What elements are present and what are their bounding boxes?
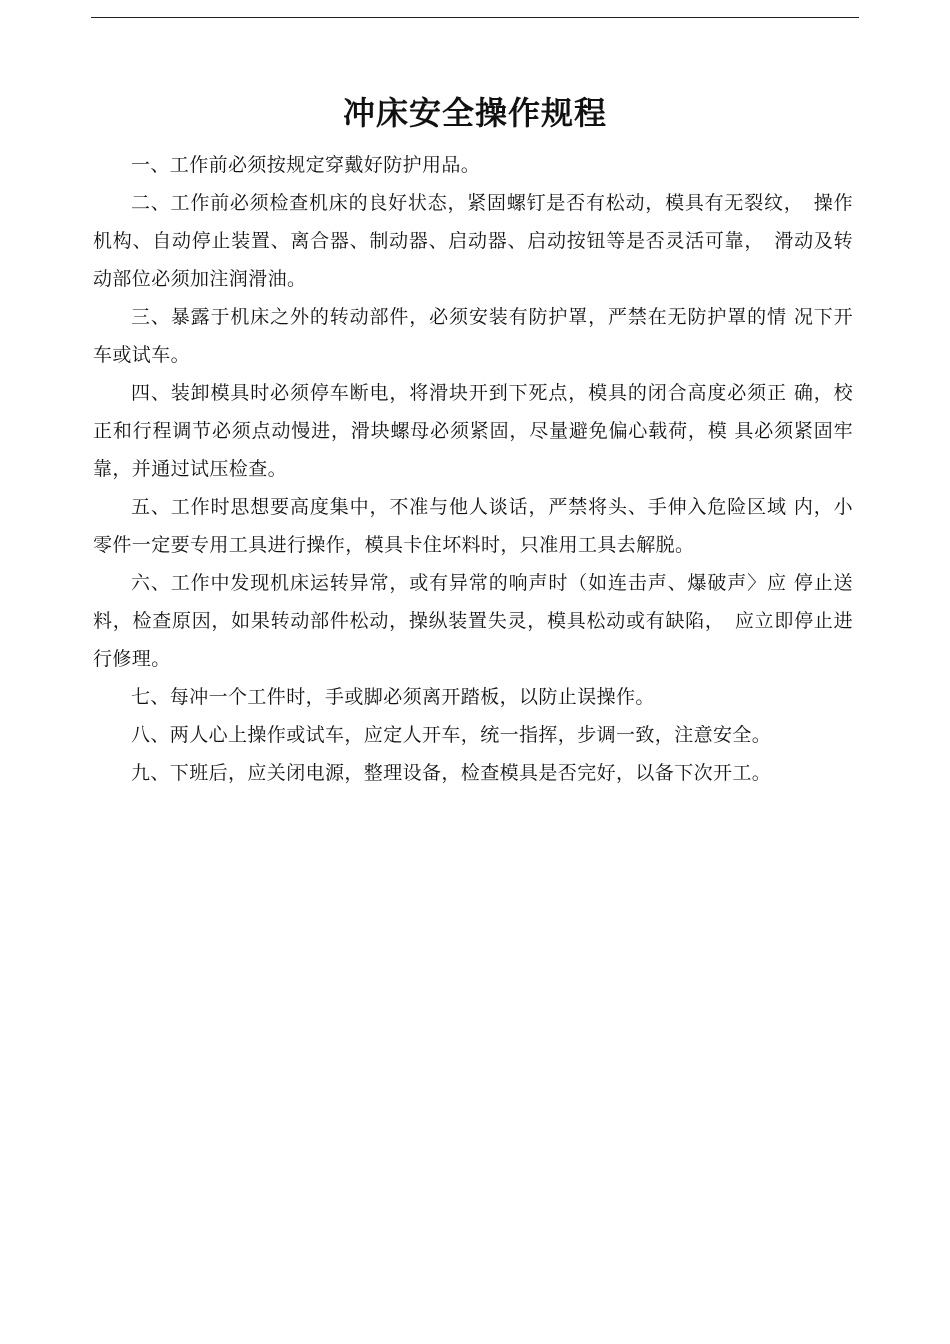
rule-item-7: 七、每冲一个工件时，手或脚必须离开踏板，以防止误操作。 <box>131 686 655 708</box>
rule-item-4: 四、装卸模具时必须停车断电，将滑块开到下死点，模具的闭合高度必须正 确，校正和行程调节必须点动慢进，滑块螺母必须紧固，尽量避免偏心载荷，模 具必须紧固牢靠，并通过试压检查。 <box>93 382 853 480</box>
rule-item-9: 九、下班后，应关闭电源，整理设备，检查模具是否完好，以备下次开工。 <box>131 762 772 784</box>
rule-item-2: 二、工作前必须检查机床的良好状态，紧固螺钉是否有松动，模具有无裂纹， 操作机构、自动停止装置、离合器、制动器、启动器、启动按钮等是否灵活可靠， 滑动及转动部位必须加注润滑油。 <box>93 192 853 290</box>
rule-item-5: 五、工作时思想要高度集中，不准与他人谈话，严禁将头、手伸入危险区域 内，小零件一定要专用工具进行操作，模具卡住坏料时，只准用工具去解脱。 <box>93 496 853 556</box>
rule-item-8: 八、两人心上操作或试车，应定人开车，统一指挥，步调一致，注意安全。 <box>131 724 772 746</box>
header-rule <box>91 17 859 18</box>
rules-list <box>93 146 853 792</box>
rule-item-3: 三、暴露于机床之外的转动部件，必须安装有防护罩，严禁在无防护罩的情 况下开车或试车。 <box>93 306 853 366</box>
rule-item-1: 一、工作前必须按规定穿戴好防护用品。 <box>131 154 481 176</box>
rule-item-6: 六、工作中发现机床运转异常，或有异常的响声时（如连击声、爆破声〉应 停止送料，检查原因，如果转动部件松动，操纵装置失灵，模具松动或有缺陷， 应立即停止进行修理。 <box>93 572 853 670</box>
document-title: 冲床安全操作规程 <box>342 94 607 132</box>
